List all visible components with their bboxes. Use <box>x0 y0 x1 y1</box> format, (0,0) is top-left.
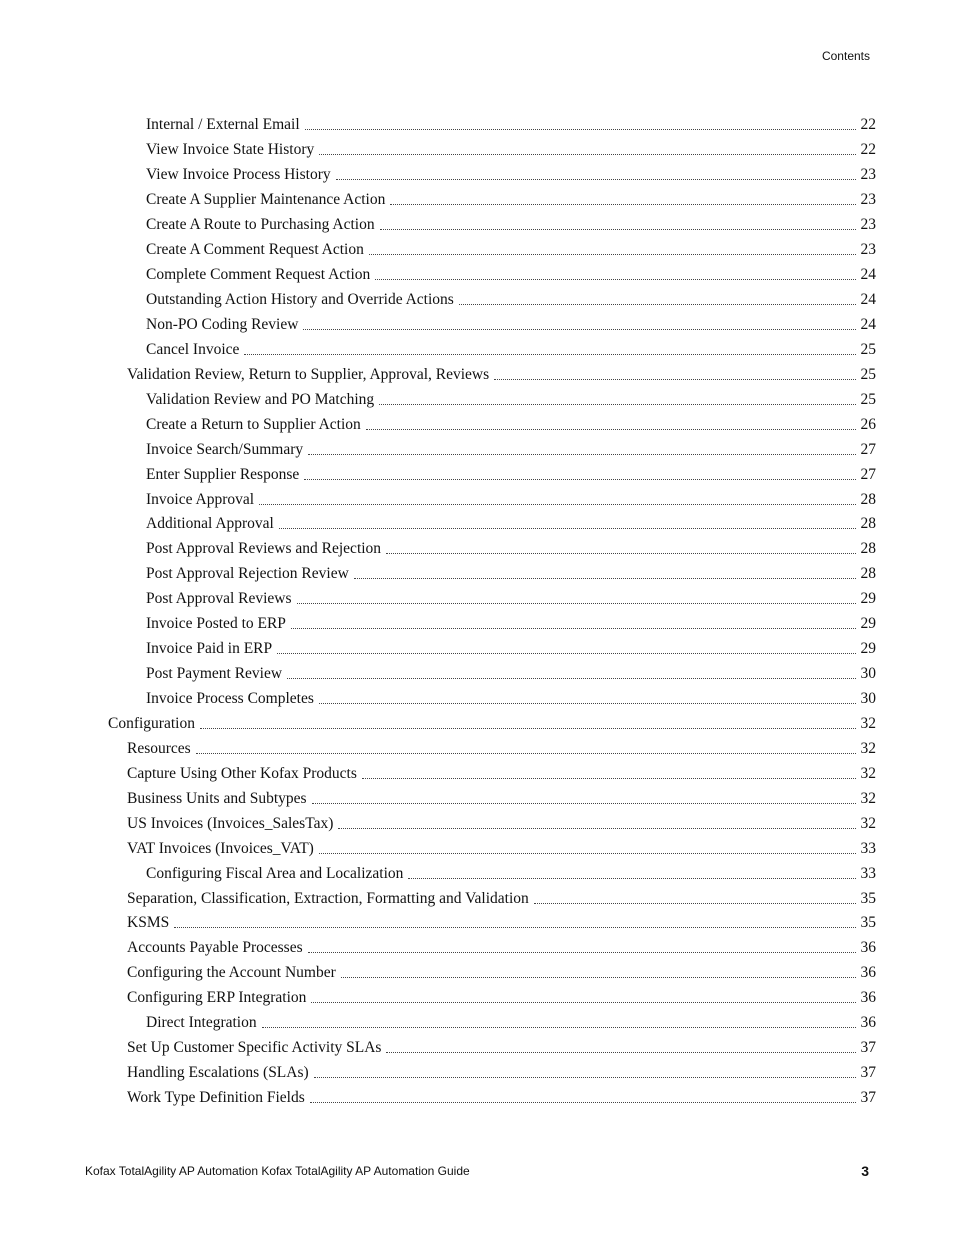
toc-entry-page-number: 36 <box>860 939 876 957</box>
toc-entry[interactable] <box>146 1011 876 1036</box>
toc-entry-page-number: 24 <box>860 291 876 309</box>
toc-entry[interactable] <box>146 587 876 612</box>
toc-entry-title: View Invoice Process History <box>146 166 331 184</box>
toc-entry-title: Invoice Process Completes <box>146 690 314 708</box>
toc-entry-title: US Invoices (Invoices_SalesTax) <box>127 814 334 832</box>
toc-entry-page-number: 29 <box>860 615 876 633</box>
toc-entry-title: Post Approval Reviews and Rejection <box>146 540 382 558</box>
toc-entry-title: Configuration <box>108 714 195 732</box>
toc-entry-title: Work Type Definition Fields <box>127 1089 305 1107</box>
toc-entry-page-number: 22 <box>860 116 876 134</box>
toc-entry-page-number: 26 <box>860 415 876 433</box>
toc-entry-page-number: 32 <box>860 789 876 807</box>
toc-entry-page-number: 23 <box>860 241 876 259</box>
dot-leader <box>312 802 856 804</box>
footer-page-number: 3 <box>861 1163 869 1179</box>
toc-entry-page-number: 35 <box>860 914 876 932</box>
dot-leader <box>375 278 856 280</box>
toc-entry-title: Validation Review, Return to Supplier, Approval, Reviews <box>127 365 490 383</box>
toc-entry[interactable] <box>127 1061 876 1086</box>
dot-leader <box>304 478 856 480</box>
toc-entry-title: Outstanding Action History and Override Actions <box>146 291 454 309</box>
toc-entry[interactable] <box>146 213 876 238</box>
toc-entry-title: Invoice Search/Summary <box>146 440 304 458</box>
dot-leader <box>244 353 856 355</box>
toc-entry-title: Configuring the Account Number <box>127 964 336 982</box>
toc-entry-page-number: 27 <box>860 440 876 458</box>
toc-entry-title: Accounts Payable Processes <box>127 939 303 957</box>
toc-entry-page-number: 25 <box>860 340 876 358</box>
toc-entry-title: Invoice Paid in ERP <box>146 640 273 658</box>
toc-entry-title: Separation, Classification, Extraction, Formatting and Validation <box>127 889 529 907</box>
toc-entry[interactable] <box>127 1086 876 1111</box>
dot-leader <box>362 777 856 779</box>
dot-leader <box>534 902 856 904</box>
toc-entry-title: Invoice Approval <box>146 490 255 508</box>
toc-entry-title: Create a Return to Supplier Action <box>146 415 361 433</box>
toc-entry[interactable] <box>146 662 876 687</box>
dot-leader <box>369 253 856 255</box>
toc-entry-title: Create A Route to Purchasing Action <box>146 216 375 234</box>
toc-entry-title: Post Approval Rejection Review <box>146 565 349 583</box>
dot-leader <box>303 328 856 330</box>
dot-leader <box>262 1026 856 1028</box>
dot-leader <box>366 428 856 430</box>
toc-entry[interactable] <box>146 487 876 512</box>
toc-entry-title: Non-PO Coding Review <box>146 315 299 333</box>
toc-entry-page-number: 32 <box>860 814 876 832</box>
toc-entry-page-number: 36 <box>860 964 876 982</box>
dot-leader <box>386 1051 856 1053</box>
toc-entry-title: Enter Supplier Response <box>146 465 300 483</box>
toc-entry-title: Complete Comment Request Action <box>146 266 371 284</box>
toc-entry[interactable] <box>127 786 876 811</box>
toc-entry-page-number: 23 <box>860 216 876 234</box>
toc-entry[interactable] <box>146 387 876 412</box>
dot-leader <box>305 128 856 130</box>
dot-leader <box>196 752 856 754</box>
toc-entry[interactable] <box>127 961 876 986</box>
dot-leader <box>259 503 856 505</box>
dot-leader <box>386 552 856 554</box>
toc-entry-page-number: 37 <box>860 1089 876 1107</box>
toc-entry[interactable] <box>146 313 876 338</box>
dot-leader <box>310 1101 856 1103</box>
table-of-contents <box>0 113 954 1111</box>
toc-entry-page-number: 25 <box>860 390 876 408</box>
dot-leader <box>287 677 856 679</box>
toc-entry-title: KSMS <box>127 914 170 932</box>
toc-entry-page-number: 23 <box>860 191 876 209</box>
toc-entry[interactable] <box>146 861 876 886</box>
toc-entry[interactable] <box>146 612 876 637</box>
toc-entry[interactable] <box>146 337 876 362</box>
toc-entry-page-number: 37 <box>860 1039 876 1057</box>
toc-entry-page-number: 23 <box>860 166 876 184</box>
toc-entry-title: VAT Invoices (Invoices_VAT) <box>127 839 314 857</box>
toc-entry-title: Create A Comment Request Action <box>146 241 364 259</box>
toc-entry-title: Create A Supplier Maintenance Action <box>146 191 386 209</box>
toc-entry[interactable] <box>146 263 876 288</box>
toc-entry-title: Set Up Customer Specific Activity SLAs <box>127 1039 382 1057</box>
toc-entry-title: Internal / External Email <box>146 116 300 134</box>
toc-entry-title: Configuring Fiscal Area and Localization <box>146 864 404 882</box>
toc-entry-page-number: 30 <box>860 690 876 708</box>
toc-entry[interactable] <box>127 761 876 786</box>
toc-entry-page-number: 30 <box>860 665 876 683</box>
toc-entry-title: Post Payment Review <box>146 665 283 683</box>
toc-entry-page-number: 33 <box>860 839 876 857</box>
toc-entry-title: Invoice Posted to ERP <box>146 615 286 633</box>
toc-entry-page-number: 35 <box>860 889 876 907</box>
dot-leader <box>308 951 856 953</box>
toc-entry[interactable] <box>108 712 876 737</box>
dot-leader <box>494 378 856 380</box>
dot-leader <box>311 1001 856 1003</box>
toc-entry[interactable] <box>127 362 876 387</box>
dot-leader <box>336 178 856 180</box>
toc-entry-title: Business Units and Subtypes <box>127 789 307 807</box>
toc-entry[interactable] <box>146 637 876 662</box>
toc-entry-title: Cancel Invoice <box>146 340 240 358</box>
toc-entry-page-number: 32 <box>860 764 876 782</box>
dot-leader <box>354 577 856 579</box>
toc-entry-page-number: 29 <box>860 640 876 658</box>
toc-entry-page-number: 24 <box>860 315 876 333</box>
toc-entry-page-number: 37 <box>860 1064 876 1082</box>
toc-entry-page-number: 28 <box>860 565 876 583</box>
toc-entry-page-number: 25 <box>860 365 876 383</box>
toc-entry[interactable] <box>127 736 876 761</box>
dot-leader <box>277 652 856 654</box>
toc-entry-page-number: 27 <box>860 465 876 483</box>
toc-entry[interactable] <box>146 412 876 437</box>
toc-entry[interactable] <box>127 836 876 861</box>
dot-leader <box>338 827 856 829</box>
dot-leader <box>459 303 856 305</box>
toc-entry[interactable] <box>127 1036 876 1061</box>
footer-text: Kofax TotalAgility AP Automation Kofax TotalAgility AP Automation Guide <box>85 1164 470 1178</box>
toc-entry-page-number: 32 <box>860 739 876 757</box>
toc-entry[interactable] <box>146 288 876 313</box>
dot-leader <box>279 527 856 529</box>
toc-entry-title: Direct Integration <box>146 1014 257 1032</box>
dot-leader <box>308 453 856 455</box>
dot-leader <box>291 627 856 629</box>
toc-entry-page-number: 28 <box>860 490 876 508</box>
toc-entry[interactable] <box>127 911 876 936</box>
dot-leader <box>200 727 856 729</box>
toc-entry-page-number: 24 <box>860 266 876 284</box>
toc-entry[interactable] <box>146 462 876 487</box>
toc-entry-page-number: 33 <box>860 864 876 882</box>
dot-leader <box>319 153 856 155</box>
toc-entry-title: Validation Review and PO Matching <box>146 390 375 408</box>
toc-entry[interactable] <box>146 562 876 587</box>
toc-entry[interactable] <box>146 437 876 462</box>
dot-leader <box>341 976 856 978</box>
toc-entry[interactable] <box>146 537 876 562</box>
toc-entry[interactable] <box>146 188 876 213</box>
toc-entry[interactable] <box>127 886 876 911</box>
dot-leader <box>319 852 856 854</box>
toc-entry-title: Handling Escalations (SLAs) <box>127 1064 309 1082</box>
dot-leader <box>379 403 856 405</box>
toc-entry-title: Resources <box>127 739 191 757</box>
toc-entry[interactable] <box>146 113 876 138</box>
toc-entry[interactable] <box>127 986 876 1011</box>
dot-leader <box>319 702 856 704</box>
toc-entry[interactable] <box>127 811 876 836</box>
toc-entry[interactable] <box>127 936 876 961</box>
toc-entry-title: Capture Using Other Kofax Products <box>127 764 357 782</box>
toc-entry-title: Additional Approval <box>146 515 274 533</box>
toc-entry[interactable] <box>146 138 876 163</box>
toc-entry-page-number: 36 <box>860 1014 876 1032</box>
dot-leader <box>174 926 856 928</box>
running-header: Contents <box>821 49 870 63</box>
dot-leader <box>408 877 856 879</box>
toc-entry[interactable] <box>146 512 876 537</box>
toc-entry[interactable] <box>146 687 876 712</box>
dot-leader <box>390 203 856 205</box>
dot-leader <box>297 602 856 604</box>
dot-leader <box>314 1076 856 1078</box>
toc-entry-page-number: 22 <box>860 141 876 159</box>
toc-entry-page-number: 29 <box>860 590 876 608</box>
dot-leader <box>380 228 856 230</box>
toc-entry-page-number: 28 <box>860 515 876 533</box>
toc-entry-page-number: 32 <box>860 714 876 732</box>
toc-entry-title: Post Approval Reviews <box>146 590 292 608</box>
toc-entry-title: Configuring ERP Integration <box>127 989 307 1007</box>
toc-entry-page-number: 36 <box>860 989 876 1007</box>
toc-entry-page-number: 28 <box>860 540 876 558</box>
toc-entry-title: View Invoice State History <box>146 141 315 159</box>
toc-entry[interactable] <box>146 163 876 188</box>
toc-entry[interactable] <box>146 238 876 263</box>
